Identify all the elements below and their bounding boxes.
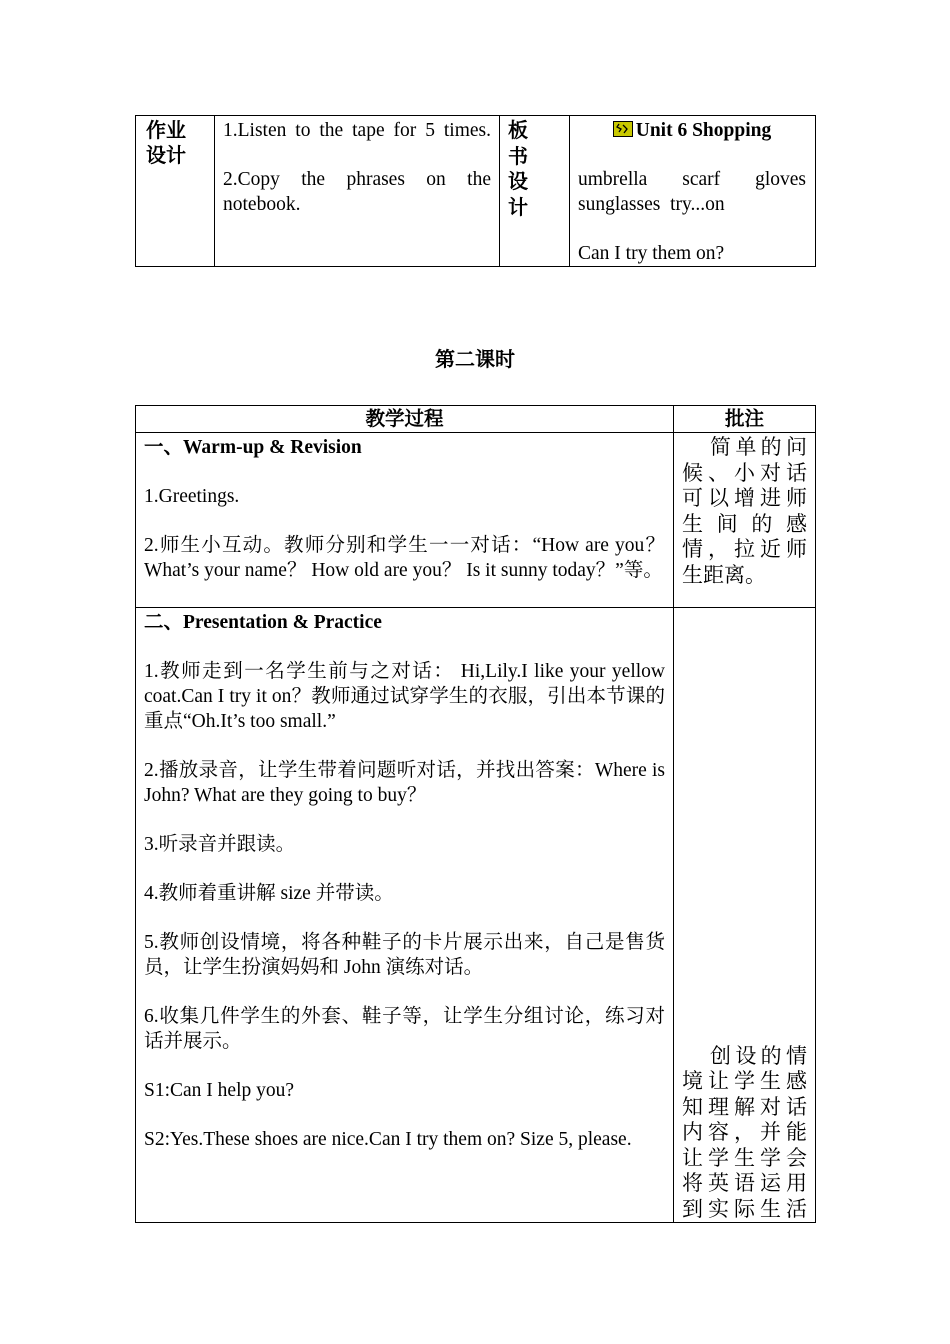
header-notes: 批注	[674, 406, 816, 433]
board-title-line	[578, 118, 806, 143]
section-1-item-2: 2.师生小互动。教师分别和学生一一对话：“How are you？ What’s your name？ How old are you？ Is it sunny today？”等。	[144, 535, 665, 581]
board-word-gloves: gloves	[755, 169, 806, 190]
embedded-object-icon	[613, 121, 633, 137]
section-2-item-2: 2.播放录音，让学生带着问题听对话，并找出答案：Where is John? What are they going to buy？	[144, 760, 665, 806]
section-2-note: 创设的情境让学生感知理解对话内容，并能让学生学会将英语运用到实际生活	[682, 1043, 807, 1221]
section-1-note: 简单的问候、小对话可以增进师生间的感情，拉近师生距离。	[682, 435, 807, 587]
section-2-item-4: 4.教师着重讲解 size 并带读。	[144, 883, 394, 904]
homework-label-cell	[136, 116, 215, 267]
board-label-char-2: 书	[508, 143, 528, 168]
board-sentence: Can I try them on?	[578, 243, 725, 264]
board-label-char-4: 计	[508, 194, 528, 219]
board-label-cell	[500, 116, 570, 267]
board-content-cell	[570, 116, 816, 267]
board-word-umbrella: umbrella	[578, 169, 648, 190]
homework-board-table	[135, 115, 816, 267]
section-2-dialog-s2: S2:Yes.These shoes are nice.Can I try them on? Size 5, please.	[144, 1129, 632, 1150]
board-label-char-3: 设	[508, 169, 528, 193]
homework-item-2: 2.Copy the phrases on the notebook.	[223, 169, 491, 215]
lesson-title: 第二课时	[435, 347, 515, 371]
homework-content-cell	[215, 116, 500, 267]
section-1-item-1: 1.Greetings.	[144, 486, 240, 507]
section-1-note-cell	[674, 433, 816, 608]
section-2-heading: 二、Presentation & Practice	[144, 612, 382, 633]
homework-item-1: 1.Listen to the tape for 5 times.	[223, 120, 491, 141]
header-process: 教学过程	[136, 406, 674, 433]
section-2-dialog-s1: S1:Can I help you?	[144, 1080, 295, 1101]
board-line-2: sunglasses try...on	[578, 194, 725, 215]
section-2-item-1: 1.教师走到一名学生前与之对话： Hi,Lily.I like your yellow coat.Can I try it on？教师通过试穿学生的衣服，引出本节课的重点“Oh.It’s too small.”	[144, 661, 665, 732]
board-label-char-1: 板	[508, 118, 528, 142]
section-2-item-6: 6.收集几件学生的外套、鞋子等，让学生分组讨论，练习对话并展示。	[144, 1006, 665, 1052]
board-word-scarf: scarf	[682, 169, 721, 190]
section-2-item-3: 3.听录音并跟读。	[144, 834, 296, 855]
homework-label-line-2: 设计	[146, 143, 186, 167]
section-2-item-5: 5.教师创设情境，将各种鞋子的卡片展示出来，自己是售货员，让学生扮演妈妈和 John 演练对话。	[144, 932, 665, 978]
board-title: Unit 6 Shopping	[635, 120, 772, 141]
section-1-cell	[136, 433, 674, 608]
homework-label-line-1: 作业	[146, 118, 186, 142]
section-2-note-cell	[674, 608, 816, 1223]
section-1-heading: 一、Warm-up & Revision	[144, 437, 362, 458]
section-2-cell	[136, 608, 674, 1223]
board-words-line	[578, 167, 806, 192]
teaching-process-table	[135, 405, 816, 1223]
